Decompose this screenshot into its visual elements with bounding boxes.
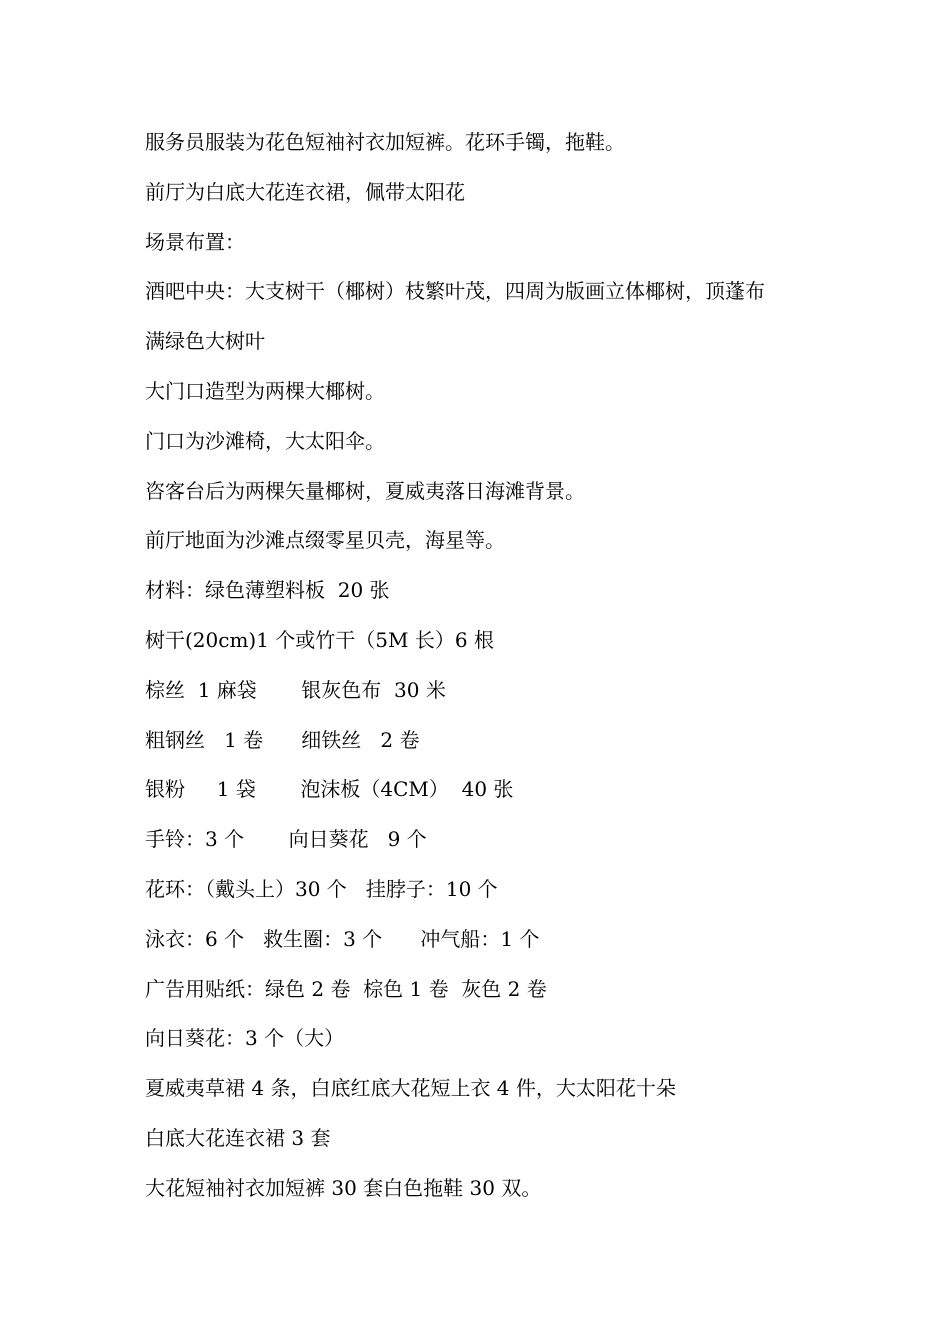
text-line: 大门口造型为两棵大椰树。 bbox=[145, 378, 385, 403]
text-line: 材料：绿色薄塑料板 20 张 bbox=[145, 578, 390, 603]
document-body bbox=[145, 125, 845, 1221]
text-line: 广告用贴纸：绿色 2 卷 棕色 1 卷 灰色 2 卷 bbox=[145, 976, 547, 1001]
text-line: 门口为沙滩椅，大太阳伞。 bbox=[145, 428, 385, 453]
text-line: 大花短袖衬衣加短裤 30 套白色拖鞋 30 双。 bbox=[145, 1175, 542, 1200]
text-line: 服务员服装为花色短袖衬衣加短裤。花环手镯，拖鞋。 bbox=[145, 130, 625, 154]
text-line: 手铃：3 个 向日葵花 9 个 bbox=[145, 827, 427, 852]
text-line: 白底大花连衣裙 3 套 bbox=[145, 1125, 331, 1150]
text-line: 泳衣：6 个 救生圈：3 个 冲气船：1 个 bbox=[145, 926, 540, 951]
text-line: 向日葵花：3 个（大） bbox=[145, 1026, 345, 1051]
text-line: 前厅地面为沙滩点缀零星贝壳，海星等。 bbox=[145, 528, 505, 553]
text-line: 树干(20cm)1 个或竹干（5M 长）6 根 bbox=[145, 627, 494, 652]
text-line: 棕丝 1 麻袋 银灰色布 30 米 bbox=[145, 677, 446, 702]
text-line: 场景布置： bbox=[145, 229, 245, 254]
text-line: 咨客台后为两棵矢量椰树，夏威夷落日海滩背景。 bbox=[145, 478, 585, 503]
text-line: 银粉 1 袋 泡沫板（4CM） 40 张 bbox=[145, 777, 514, 802]
text-line: 前厅为白底大花连衣裙，佩带太阳花 bbox=[145, 179, 465, 204]
text-line: 夏威夷草裙 4 条，白底红底大花短上衣 4 件，大太阳花十朵 bbox=[145, 1076, 676, 1101]
text-line: 粗钢丝 1 卷 细铁丝 2 卷 bbox=[145, 727, 420, 752]
text-line: 满绿色大树叶 bbox=[145, 329, 265, 354]
text-line: 酒吧中央：大支树干（椰树）枝繁叶茂，四周为版画立体椰树，顶蓬布 bbox=[145, 279, 765, 304]
text-line: 花环：（戴头上）30 个 挂脖子：10 个 bbox=[145, 876, 498, 901]
